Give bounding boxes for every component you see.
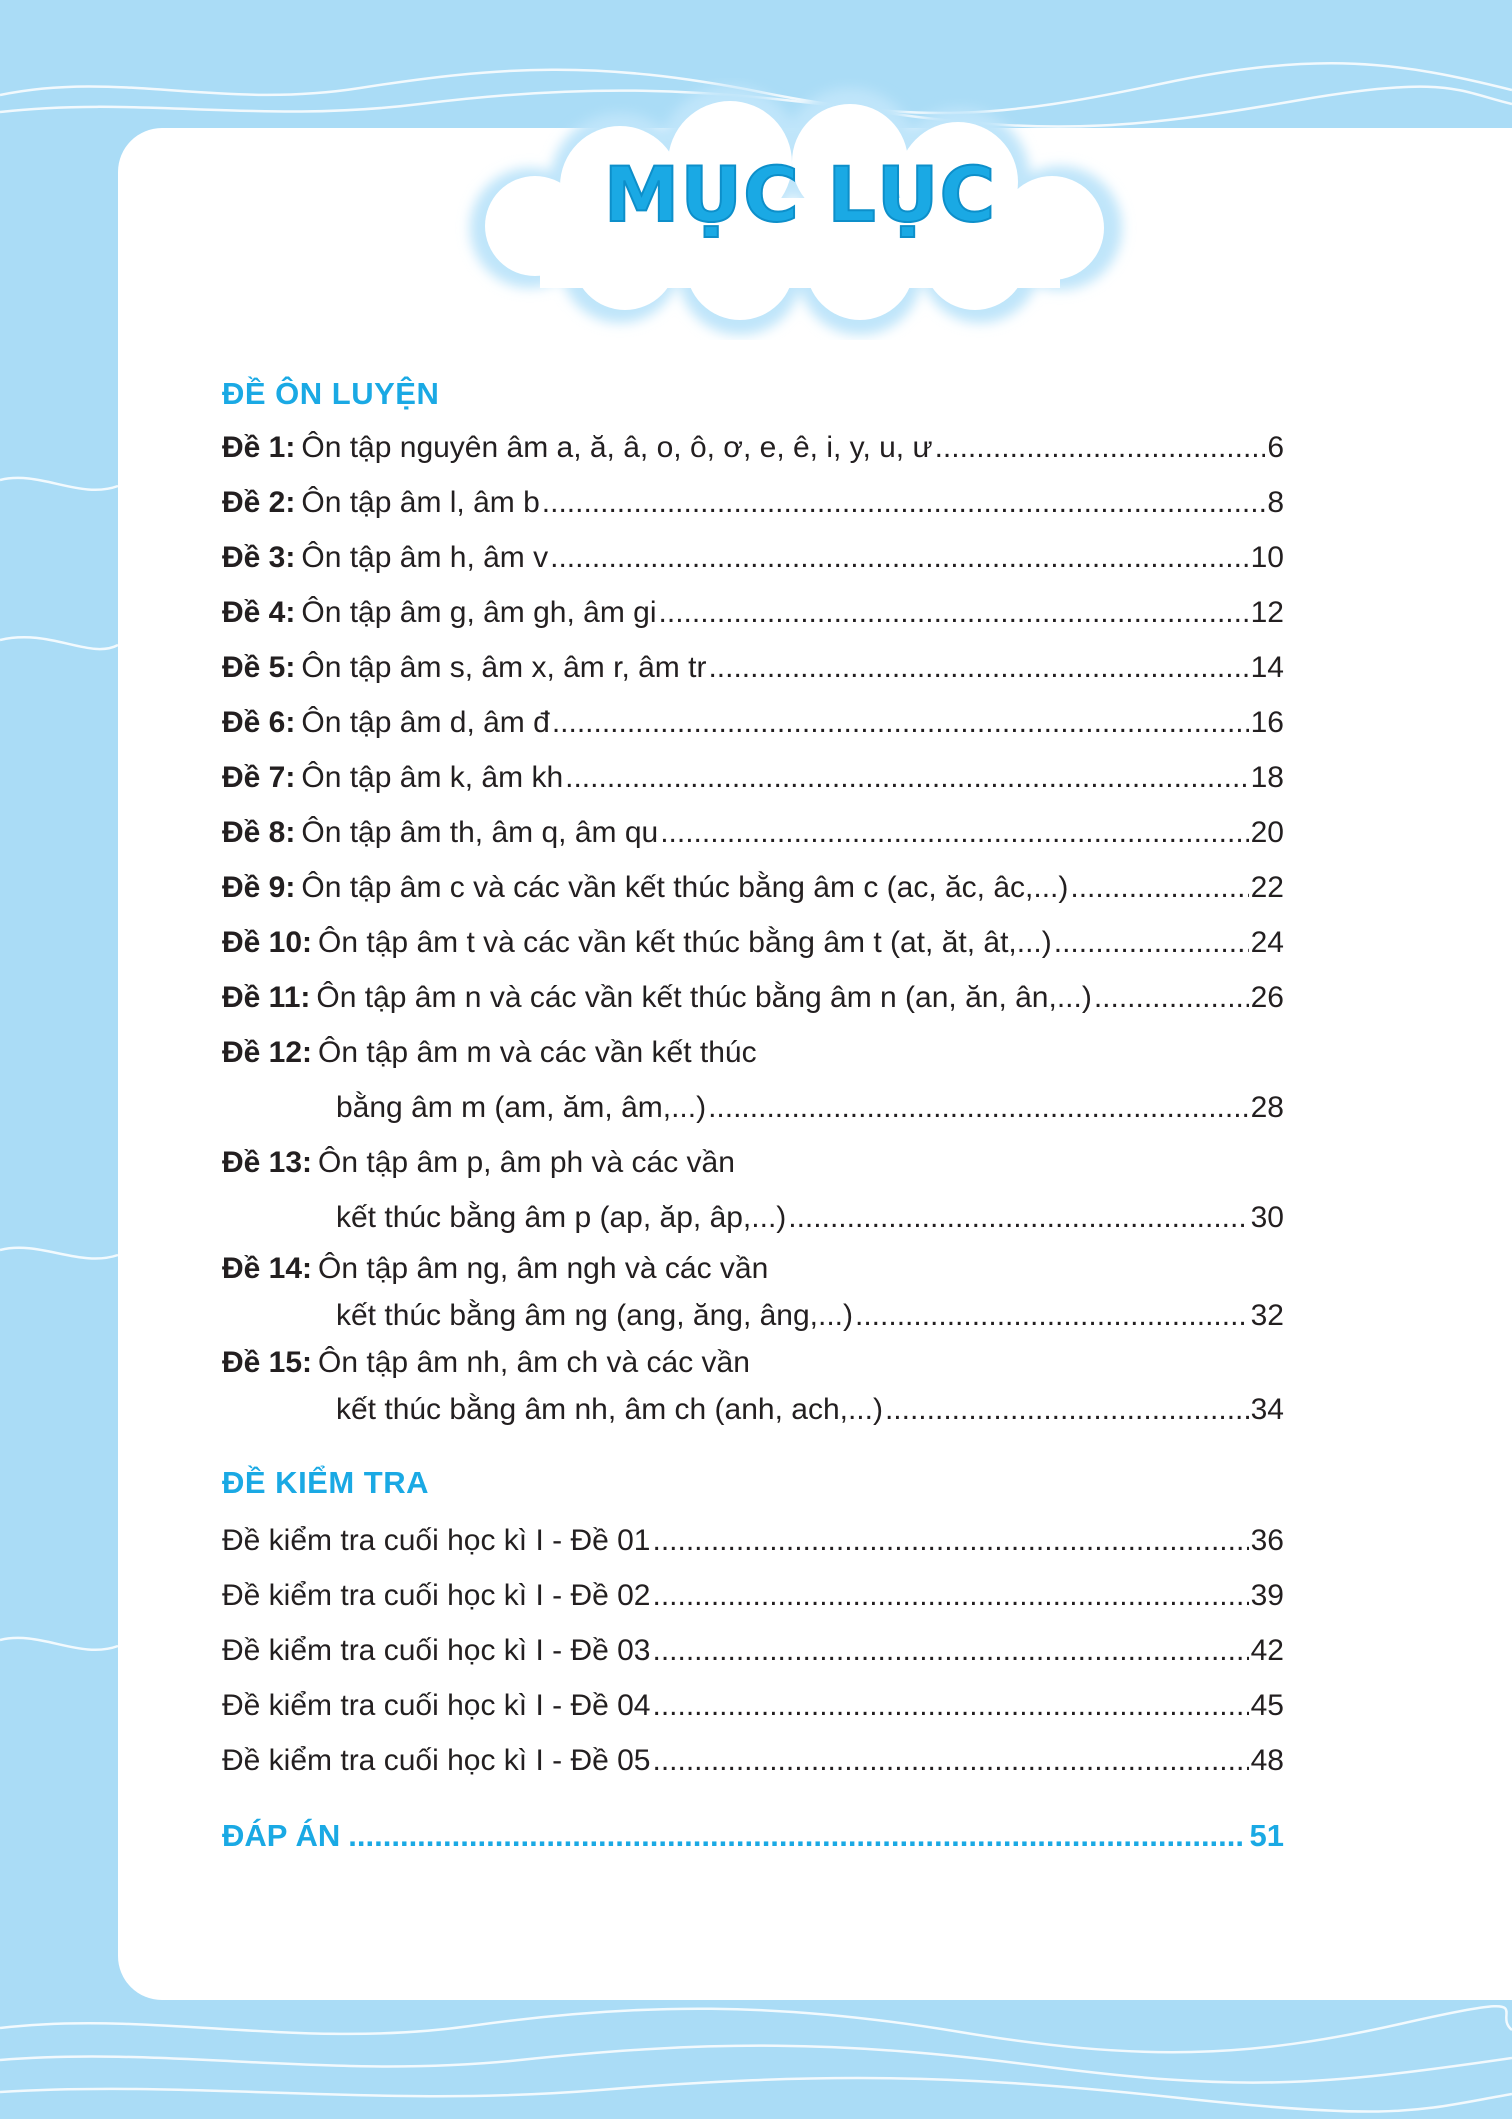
entry-title: Đề kiểm tra cuối học kì I - Đề 04 [222, 1689, 651, 1722]
page-title: MỤC LỤC [603, 150, 997, 239]
entry-title: Ôn tập âm p, âm ph và các vần [318, 1146, 735, 1179]
entry-title: Ôn tập âm h, âm v [301, 541, 549, 574]
entry-page: 30 [1250, 1201, 1284, 1234]
entry-page: 28 [1250, 1091, 1284, 1124]
leader-dots [1054, 915, 1249, 970]
section-heading-tests: ĐỀ KIỂM TRA [222, 1465, 429, 1500]
entry-title-cont: kết thúc bằng âm ng (ang, ăng, âng,...) [336, 1299, 854, 1332]
entry-label: Đề 1: [222, 431, 296, 464]
answers-label: ĐÁP ÁN [222, 1818, 341, 1853]
entry-line-1 [222, 1025, 1284, 1080]
leader-dots [660, 805, 1248, 860]
toc-entry[interactable] [222, 915, 1284, 970]
entry-label: Đề 13: [222, 1146, 313, 1179]
entry-line-1 [222, 1245, 1284, 1292]
entry-title: Ôn tập âm m và các vần kết thúc [318, 1036, 757, 1069]
entry-title: Ôn tập âm th, âm q, âm qu [301, 816, 659, 849]
entry-title: Ôn tập âm l, âm b [301, 486, 540, 519]
leader-dots [653, 1513, 1249, 1568]
entry-label: Đề 11: [222, 981, 311, 1014]
entry-title: Ôn tập âm nh, âm ch và các vần [318, 1346, 750, 1379]
answers-entry[interactable] [222, 1806, 1284, 1866]
leader-dots [1070, 860, 1248, 915]
entry-label: Đề 3: [222, 541, 296, 574]
toc-entry[interactable] [222, 1568, 1284, 1623]
entry-label: Đề 14: [222, 1252, 313, 1285]
toc-entry-multiline[interactable] [222, 1135, 1284, 1245]
toc-entry[interactable] [222, 805, 1284, 860]
toc-entry[interactable] [222, 420, 1284, 475]
leader-dots [550, 530, 1248, 585]
toc-entry[interactable] [222, 1623, 1284, 1678]
entry-page: 32 [1250, 1299, 1284, 1332]
leader-dots [659, 585, 1249, 640]
practice-list [222, 420, 1284, 1025]
entry-label: Đề 10: [222, 926, 313, 959]
leader-dots [653, 1623, 1249, 1678]
leader-dots [552, 695, 1249, 750]
entry-title: Đề kiểm tra cuối học kì I - Đề 01 [222, 1524, 651, 1557]
entry-label: Đề 5: [222, 651, 296, 684]
entry-title: Ôn tập âm ng, âm ngh và các vần [318, 1252, 769, 1285]
entry-page: 18 [1250, 761, 1284, 794]
entry-page: 12 [1250, 596, 1284, 629]
leader-dots [708, 1080, 1249, 1135]
entry-page: 45 [1250, 1689, 1284, 1722]
toc-entry[interactable] [222, 530, 1284, 585]
table-of-contents [222, 368, 1284, 1866]
entry-page: 42 [1250, 1634, 1284, 1667]
entry-page: 6 [1267, 431, 1284, 464]
entry-label: Đề 6: [222, 706, 296, 739]
entry-page: 10 [1250, 541, 1284, 574]
entry-page: 34 [1250, 1393, 1284, 1426]
tests-list [222, 1513, 1284, 1788]
leader-dots [788, 1190, 1248, 1245]
entry-title: Ôn tập âm g, âm gh, âm gi [301, 596, 657, 629]
leader-dots [935, 420, 1266, 475]
entry-title: Đề kiểm tra cuối học kì I - Đề 02 [222, 1579, 651, 1612]
entry-title: Ôn tập âm n và các vần kết thúc bằng âm n (an, ăn, ân,...) [316, 981, 1092, 1014]
toc-entry[interactable] [222, 750, 1284, 805]
toc-entry-multiline[interactable] [222, 1245, 1284, 1339]
leader-dots [653, 1733, 1249, 1788]
toc-entry[interactable] [222, 860, 1284, 915]
entry-page: 8 [1267, 486, 1284, 519]
entry-line-2 [222, 1386, 1284, 1433]
entry-label: Đề 15: [222, 1346, 313, 1379]
entry-page: 26 [1250, 981, 1284, 1014]
entry-label: Đề 7: [222, 761, 296, 794]
entry-label: Đề 9: [222, 871, 296, 904]
entry-title-cont: kết thúc bằng âm p (ap, ăp, âp,...) [336, 1201, 787, 1234]
entry-label: Đề 4: [222, 596, 296, 629]
entry-title: Đề kiểm tra cuối học kì I - Đề 05 [222, 1744, 651, 1777]
entry-page: 16 [1250, 706, 1284, 739]
entry-line-1 [222, 1135, 1284, 1190]
entry-title: Ôn tập âm s, âm x, âm r, âm tr [301, 651, 707, 684]
toc-entry[interactable] [222, 970, 1284, 1025]
entry-title: Ôn tập âm k, âm kh [301, 761, 564, 794]
toc-entry-multiline[interactable] [222, 1339, 1284, 1433]
entry-title: Ôn tập âm c và các vần kết thúc bằng âm c (ac, ăc, âc,...) [301, 871, 1069, 904]
entry-title: Ôn tập âm d, âm đ [301, 706, 550, 739]
entry-line-2 [222, 1080, 1284, 1135]
entry-line-1 [222, 1339, 1284, 1386]
leader-dots [565, 750, 1248, 805]
practice-multi-list [222, 1025, 1284, 1433]
section-heading-practice: ĐỀ ÔN LUYỆN [222, 376, 440, 411]
entry-page: 14 [1250, 651, 1284, 684]
entry-title: Ôn tập nguyên âm a, ă, â, o, ô, ơ, e, ê, i, y, u, ư [301, 431, 933, 464]
leader-dots [653, 1678, 1249, 1733]
entry-label: Đề 12: [222, 1036, 313, 1069]
entry-line-2 [222, 1190, 1284, 1245]
entry-page: 24 [1250, 926, 1284, 959]
leader-dots [1094, 970, 1249, 1025]
toc-entry[interactable] [222, 640, 1284, 695]
entry-page: 20 [1250, 816, 1284, 849]
leader-dots [542, 475, 1266, 530]
toc-entry[interactable] [222, 1513, 1284, 1568]
entry-title: Ôn tập âm t và các vần kết thúc bằng âm t (at, ăt, ât,...) [318, 926, 1052, 959]
entry-label: Đề 2: [222, 486, 296, 519]
toc-entry[interactable] [222, 585, 1284, 640]
entry-title-cont: bằng âm m (am, ăm, âm,...) [336, 1091, 707, 1124]
entry-page: 36 [1250, 1524, 1284, 1557]
toc-entry[interactable] [222, 475, 1284, 530]
toc-entry[interactable] [222, 695, 1284, 750]
entry-title: Đề kiểm tra cuối học kì I - Đề 03 [222, 1634, 651, 1667]
leader-dots [885, 1386, 1249, 1433]
leader-dots [653, 1568, 1249, 1623]
toc-entry[interactable] [222, 1733, 1284, 1788]
entry-page: 39 [1250, 1579, 1284, 1612]
toc-entry-multiline[interactable] [222, 1025, 1284, 1135]
leader-dots [348, 1806, 1245, 1866]
entry-page: 48 [1250, 1744, 1284, 1777]
toc-entry[interactable] [222, 1678, 1284, 1733]
entry-page: 22 [1250, 871, 1284, 904]
answers-page: 51 [1249, 1818, 1284, 1853]
entry-title-cont: kết thúc bằng âm nh, âm ch (anh, ach,...) [336, 1393, 883, 1426]
leader-dots [708, 640, 1248, 695]
entry-label: Đề 8: [222, 816, 296, 849]
leader-dots [855, 1292, 1249, 1339]
entry-line-2 [222, 1292, 1284, 1339]
